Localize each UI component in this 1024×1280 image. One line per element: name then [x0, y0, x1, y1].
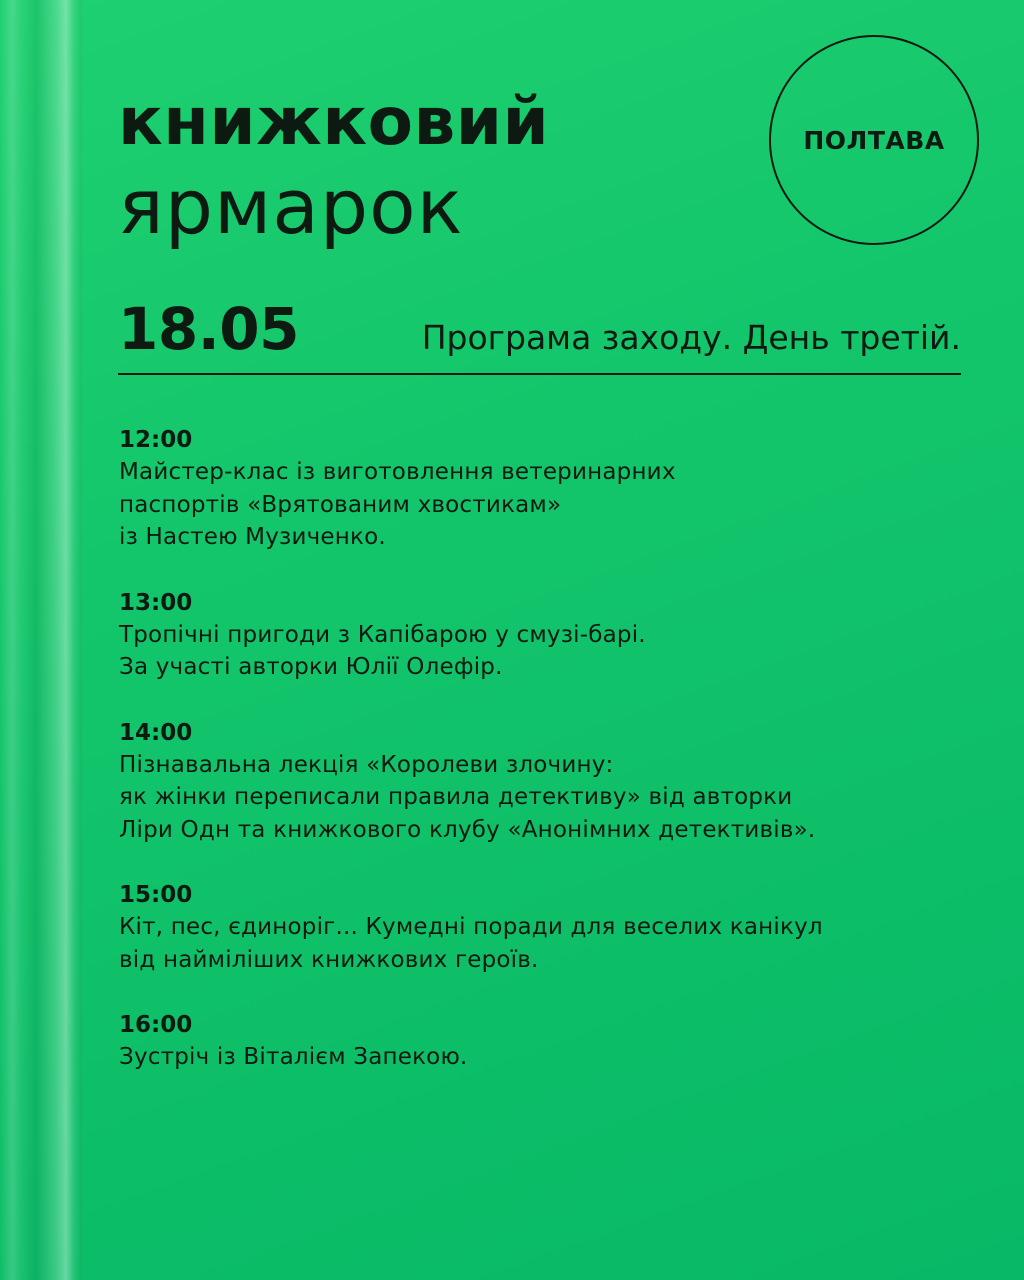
- event-item: [119, 424, 979, 554]
- event-description-line: Майстер-клас із виготовлення ветеринарних: [119, 459, 676, 485]
- header-divider: [118, 373, 961, 375]
- event-description-line: Кіт, пес, єдиноріг... Кумедні поради для веселих канікул: [119, 914, 823, 940]
- program-subtitle: Програма заходу. День третій.: [421, 318, 961, 357]
- event-time: 15:00: [119, 882, 193, 908]
- book-spine-decoration: [0, 0, 82, 1280]
- title-light: ярмарок: [118, 162, 464, 251]
- event-description-line: як жінки переписали правила детективу» від авторки: [119, 784, 793, 810]
- event-description-line: За участі авторки Юлії Олефір.: [119, 654, 503, 680]
- event-description-line: Тропічні пригоди з Капібарою у смузі-барі.: [119, 621, 646, 648]
- event-description-line: від найміліших книжкових героїв.: [119, 946, 539, 973]
- event-item: [119, 879, 979, 976]
- event-description-line: Зустріч із Віталієм Запекою.: [119, 1044, 468, 1070]
- event-item: [119, 717, 979, 847]
- event-description-line: Пізнавальна лекція «Королеви злочину:: [119, 751, 614, 778]
- event-time: 13:00: [119, 589, 193, 616]
- title-bold: книжковий: [118, 83, 550, 160]
- event-time: 12:00: [119, 427, 193, 453]
- event-item: [119, 587, 979, 684]
- events-list: [119, 424, 979, 1107]
- event-description-line: паспортів «Врятованим хвостикам»: [119, 491, 562, 518]
- event-date: 18.05: [118, 295, 299, 363]
- event-time: 16:00: [119, 1012, 193, 1038]
- city-label: ПОЛТАВА: [803, 125, 945, 155]
- event-time: 14:00: [119, 719, 193, 746]
- event-description-line: із Настею Музиченко.: [119, 524, 386, 550]
- event-description-line: Ліри Одн та книжкового клубу «Анонімних детективів».: [119, 816, 816, 843]
- city-badge: [769, 35, 979, 245]
- event-item: [119, 1009, 979, 1074]
